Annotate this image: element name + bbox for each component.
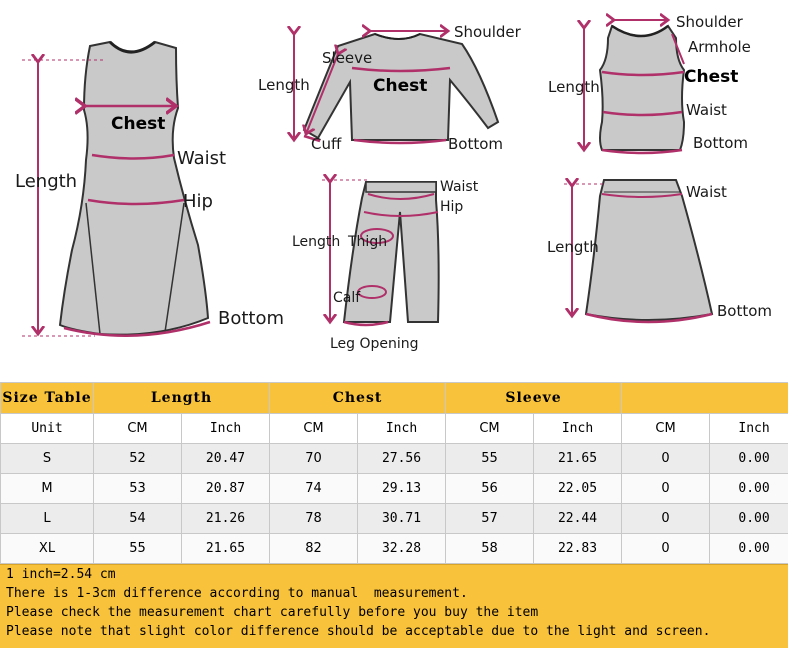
value-cell: 0.00 xyxy=(710,534,788,564)
table-row xyxy=(1,444,788,474)
skirt-waist-label: Waist xyxy=(686,183,727,201)
unit-cell: CM xyxy=(622,414,710,444)
empty-group-header xyxy=(622,383,788,414)
table-header-row xyxy=(1,383,788,414)
value-cell: 0 xyxy=(622,534,710,564)
value-cell: 21.26 xyxy=(182,504,270,534)
dress-hip-label: Hip xyxy=(183,191,213,212)
value-cell: 54 xyxy=(94,504,182,534)
table-row xyxy=(1,504,788,534)
unit-cell: Inch xyxy=(534,414,622,444)
unit-cell: CM xyxy=(446,414,534,444)
unit-cell: CM xyxy=(270,414,358,444)
length-group-header: Length xyxy=(94,383,270,414)
top-cuff-label: Cuff xyxy=(311,135,342,153)
value-cell: 20.87 xyxy=(182,474,270,504)
value-cell: 0 xyxy=(622,474,710,504)
value-cell: 30.71 xyxy=(358,504,446,534)
value-cell: 22.83 xyxy=(534,534,622,564)
dress-waist-label: Waist xyxy=(177,148,226,169)
vest-shoulder-label: Shoulder xyxy=(676,13,744,31)
value-cell: 29.13 xyxy=(358,474,446,504)
note-line: Please note that slight color difference should be acceptable due to the light and screen. xyxy=(0,622,788,641)
top-sleeve-label: Sleeve xyxy=(322,49,372,67)
skirt-diagram xyxy=(547,180,772,322)
top-chest-label: Chest xyxy=(373,76,427,96)
skirt-bottom-label: Bottom xyxy=(717,302,772,320)
value-cell: 57 xyxy=(446,504,534,534)
value-cell: 52 xyxy=(94,444,182,474)
notes-panel xyxy=(0,564,788,648)
value-cell: 0.00 xyxy=(710,444,788,474)
dress-shape xyxy=(60,42,208,335)
value-cell: 32.28 xyxy=(358,534,446,564)
value-cell: 22.05 xyxy=(534,474,622,504)
pants-waist-label: Waist xyxy=(440,179,479,195)
dress-length-label: Length xyxy=(15,171,77,192)
chest-group-header: Chest xyxy=(270,383,446,414)
value-cell: 56 xyxy=(446,474,534,504)
value-cell: 20.47 xyxy=(182,444,270,474)
unit-cell: Inch xyxy=(358,414,446,444)
vest-chest-label: Chest xyxy=(684,67,738,87)
top-shoulder-label: Shoulder xyxy=(454,23,522,41)
skirt-shape xyxy=(586,180,712,320)
value-cell: 0 xyxy=(622,504,710,534)
dress-chest-label: Chest xyxy=(111,114,165,134)
value-cell: 0.00 xyxy=(710,504,788,534)
value-cell: 21.65 xyxy=(182,534,270,564)
pants-thigh-label: Thigh xyxy=(347,234,387,250)
value-cell: 0.00 xyxy=(710,474,788,504)
value-cell: 55 xyxy=(94,534,182,564)
unit-cell: Inch xyxy=(710,414,788,444)
pants-calf-label: Calf xyxy=(333,290,361,306)
note-line: There is 1-3cm difference according to manual measurement. xyxy=(0,584,788,603)
size-table-title: Size Table xyxy=(1,383,94,414)
value-cell: 58 xyxy=(446,534,534,564)
unit-label: Unit xyxy=(1,414,94,444)
size-cell: S xyxy=(1,444,94,474)
value-cell: 27.56 xyxy=(358,444,446,474)
note-line: 1 inch=2.54 cm xyxy=(0,565,788,584)
top-diagram xyxy=(258,23,522,153)
pants-diagram xyxy=(292,179,479,352)
unit-cell: CM xyxy=(94,414,182,444)
sleeve-group-header: Sleeve xyxy=(446,383,622,414)
size-table xyxy=(0,382,788,564)
dress-bottom-label: Bottom xyxy=(218,308,284,329)
table-row xyxy=(1,474,788,504)
skirt-length-label: Length xyxy=(547,238,599,256)
note-line: Please check the measurement chart carefully before you buy the item xyxy=(0,603,788,622)
vest-bottom-label: Bottom xyxy=(693,134,748,152)
value-cell: 82 xyxy=(270,534,358,564)
value-cell: 55 xyxy=(446,444,534,474)
table-row xyxy=(1,534,788,564)
top-length-label: Length xyxy=(258,76,310,94)
vest-armhole-label: Armhole xyxy=(688,38,751,56)
value-cell: 0 xyxy=(622,444,710,474)
value-cell: 21.65 xyxy=(534,444,622,474)
value-cell: 53 xyxy=(94,474,182,504)
vest-shape xyxy=(600,26,684,150)
value-cell: 70 xyxy=(270,444,358,474)
vest-length-label: Length xyxy=(548,78,600,96)
vest-diagram xyxy=(548,13,751,153)
unit-cell: Inch xyxy=(182,414,270,444)
top-bottom-label: Bottom xyxy=(448,135,503,153)
vest-waist-label: Waist xyxy=(686,101,727,119)
pants-leg-opening-label: Leg Opening xyxy=(330,336,419,352)
table-unit-row xyxy=(1,414,788,444)
size-cell: L xyxy=(1,504,94,534)
pants-length-label: Length xyxy=(292,234,340,250)
dress-diagram xyxy=(15,42,284,336)
value-cell: 78 xyxy=(270,504,358,534)
value-cell: 22.44 xyxy=(534,504,622,534)
value-cell: 74 xyxy=(270,474,358,504)
pants-hip-label: Hip xyxy=(440,199,463,215)
size-cell: XL xyxy=(1,534,94,564)
size-cell: M xyxy=(1,474,94,504)
